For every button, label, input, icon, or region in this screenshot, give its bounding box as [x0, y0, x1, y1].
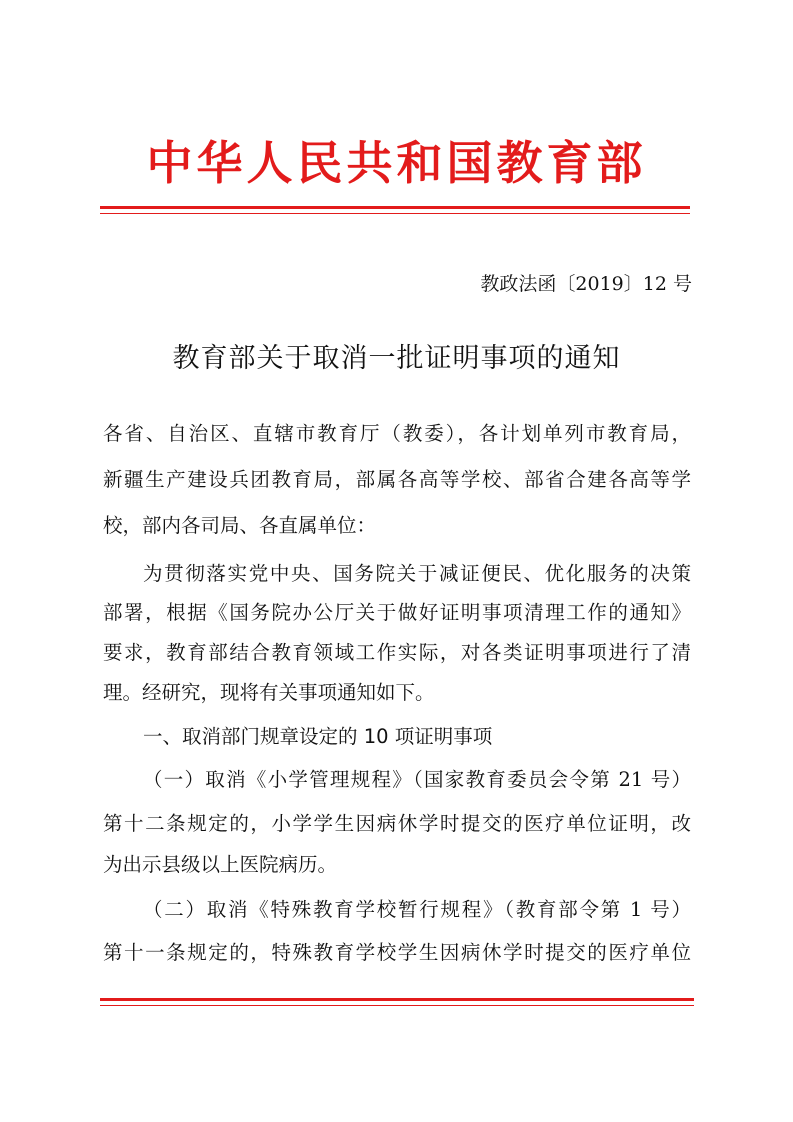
footer-rule-thick [100, 998, 694, 1001]
body-line: 为贯彻落实党中央、国务院关于减证便民、优化服务的决策 [143, 562, 691, 585]
body-line: 要求，教育部结合教育领域工作实际，对各类证明事项进行了清 [103, 641, 691, 664]
issuer-masthead: 中华人民共和国教育部 [146, 136, 647, 190]
document-title: 教育部关于取消一批证明事项的通知 [172, 343, 621, 374]
body-line: 新疆生产建设兵团教育局，部属各高等学校、部省合建各高等学 [103, 468, 691, 491]
body-line: 校，部内各司局、各直属单位： [103, 514, 377, 537]
body-line: 理。经研究，现将有关事项通知如下。 [103, 681, 435, 704]
header-rule-thick [100, 206, 690, 209]
body-line: （二）取消《特殊教育学校暂行规程》（教育部令第 1 号） [143, 898, 691, 921]
body-line: 为出示县级以上医院病历。 [103, 853, 338, 876]
document-number: 教政法函〔2019〕12 号 [480, 273, 692, 295]
body-line: 第十一条规定的，特殊教育学校学生因病休学时提交的医疗单位 [103, 941, 691, 964]
body-line: 部署，根据《国务院办公厅关于做好证明事项清理工作的通知》 [103, 601, 691, 624]
body-line: （一）取消《小学管理规程》（国家教育委员会令第 21 号） [143, 768, 691, 791]
footer-rule-thin [100, 1005, 694, 1006]
section-heading: 一、取消部门规章设定的 10 项证明事项 [143, 725, 493, 748]
body-line: 第十二条规定的，小学学生因病休学时提交的医疗单位证明，改 [103, 812, 691, 835]
header-rule-thin [100, 213, 690, 214]
body-line: 各省、自治区、直辖市教育厅（教委），各计划单列市教育局， [103, 422, 691, 445]
